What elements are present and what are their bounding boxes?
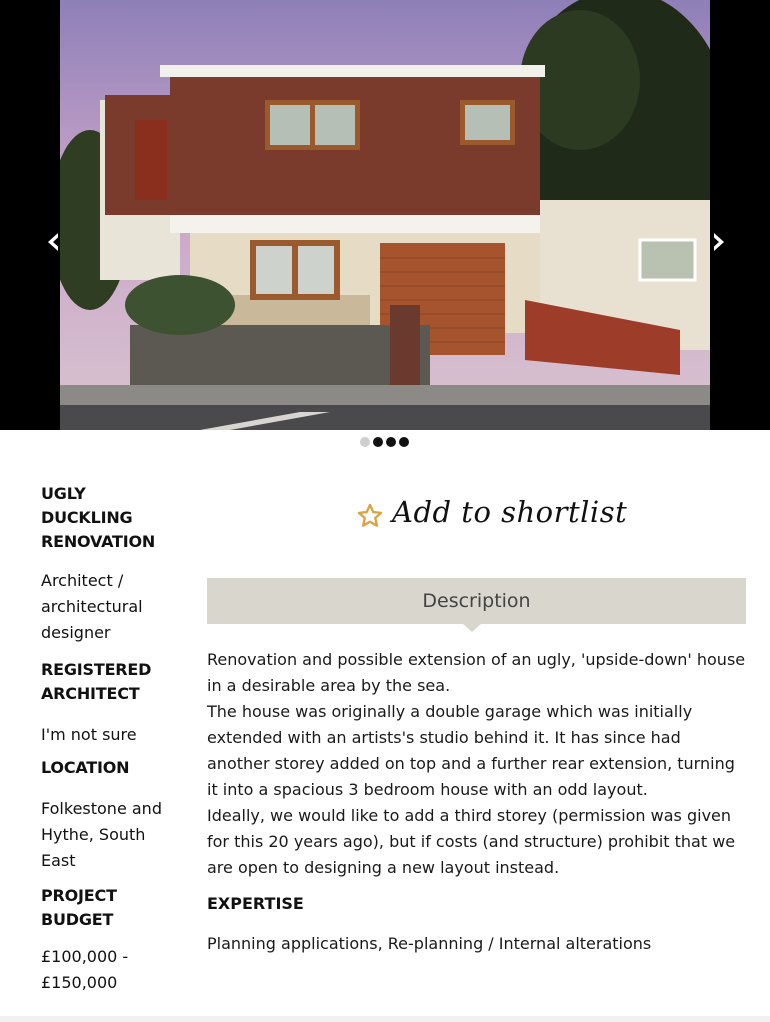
description-paragraph-2: The house was originally a double garage which was initially extended with an artists's studio behind it. It has since had another storey added on top and a further rear extension, turning it into a spacious 3 bedroom house with an odd layout.: [207, 702, 735, 799]
project-title: UGLY DUCKLING RENOVATION: [41, 484, 156, 551]
shortlist-label: Add to shortlist: [392, 495, 628, 529]
description-paragraph-1: Renovation and possible extension of an ugly, 'upside-down' house in a desirable area by the sea.: [207, 650, 746, 695]
carousel-pagination: [360, 437, 409, 447]
footer-divider: [0, 1016, 770, 1022]
expertise-heading: EXPERTISE: [207, 894, 304, 913]
star-outline-icon: [356, 502, 384, 530]
location-value: Folkestone and Hythe, South East: [41, 799, 162, 870]
carousel-dot-4[interactable]: [399, 437, 409, 447]
carousel-dot-2[interactable]: [373, 437, 383, 447]
add-to-shortlist-button[interactable]: [356, 494, 627, 530]
carousel-dot-3[interactable]: [386, 437, 396, 447]
professional-role: Architect / architectural designer: [41, 571, 143, 642]
project-budget-heading: PROJECT BUDGET: [41, 886, 117, 929]
tab-description[interactable]: [207, 578, 746, 624]
description-panel: [207, 647, 747, 957]
project-budget-value: £100,000 - £150,000: [41, 947, 129, 992]
chevron-left-icon: [42, 230, 66, 254]
location-heading: LOCATION: [41, 758, 130, 777]
tab-active-pointer: [463, 624, 481, 632]
registered-architect-heading: REGISTERED ARCHITECT: [41, 660, 152, 703]
carousel-dot-1[interactable]: [360, 437, 370, 447]
project-details-sidebar: [41, 482, 171, 996]
registered-architect-value: I'm not sure: [41, 725, 137, 744]
chevron-right-icon: [706, 230, 730, 254]
tab-description-label: Description: [422, 590, 531, 612]
property-photo: [60, 0, 710, 430]
image-carousel: [0, 0, 770, 430]
description-paragraph-3: Ideally, we would like to add a third storey (permission was given for this 20 years ago), but if costs (and structure) prohibit that we are open to designing a new layout instead.: [207, 806, 736, 877]
expertise-value: Planning applications, Re-planning / Internal alterations: [207, 934, 652, 953]
carousel-next-button[interactable]: [706, 230, 730, 254]
carousel-prev-button[interactable]: [42, 230, 66, 254]
